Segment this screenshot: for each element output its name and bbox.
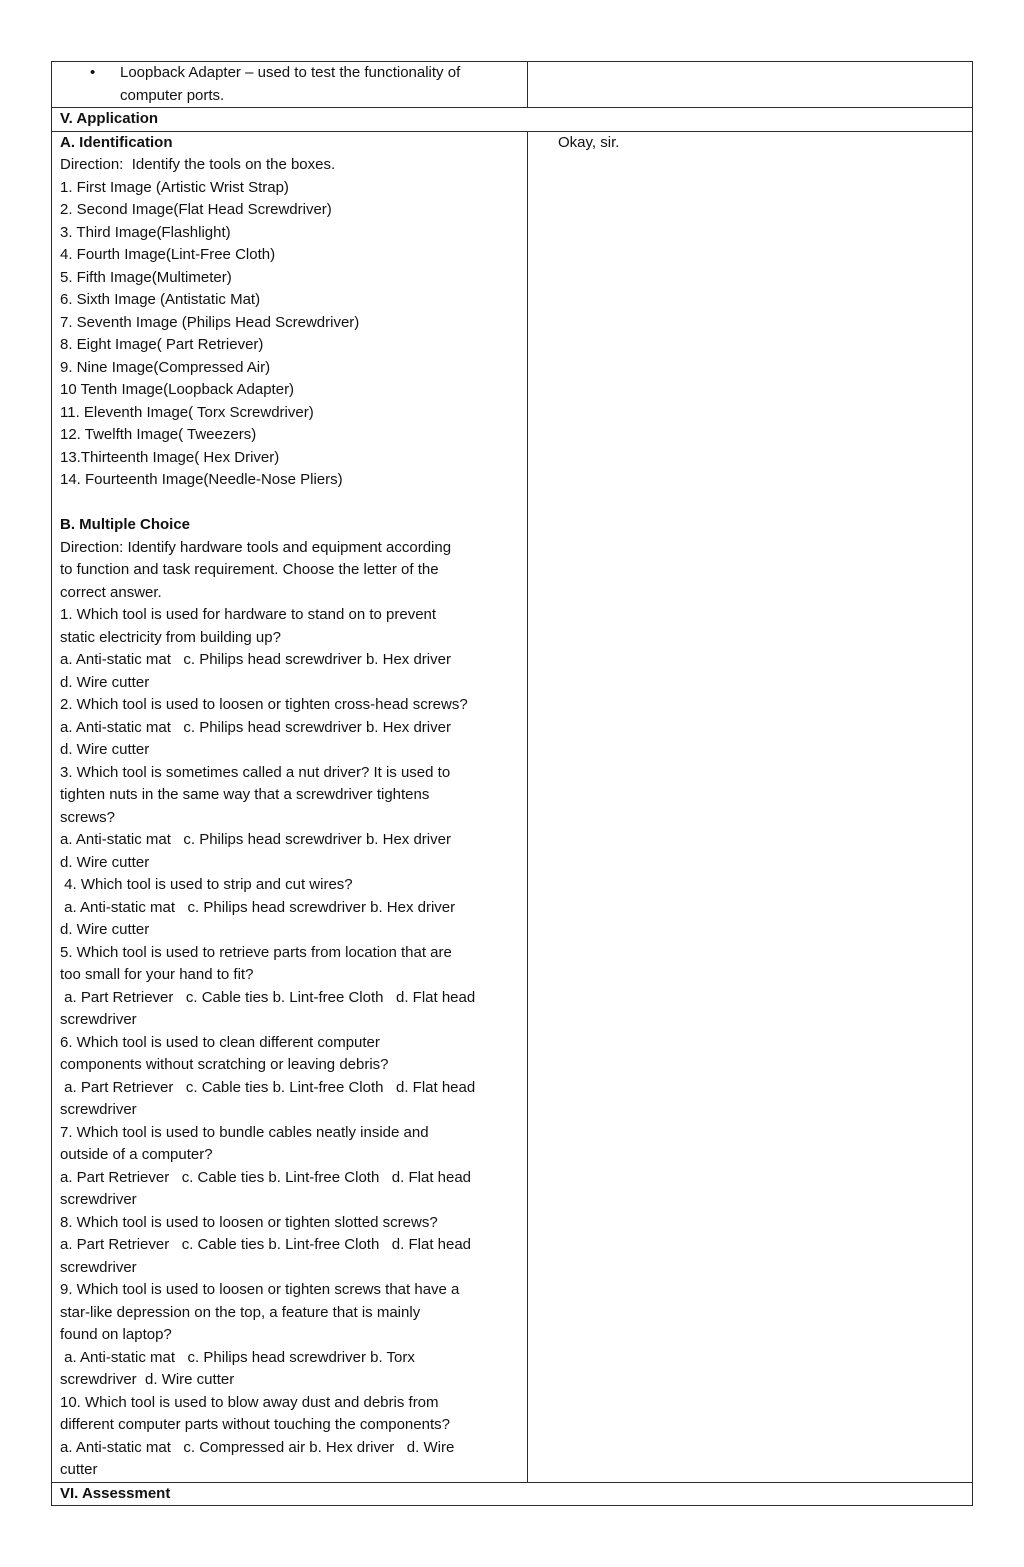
multiple-choice-line: Direction: Identify hardware tools and equipment according xyxy=(60,538,452,556)
spacer xyxy=(60,492,519,515)
application-heading: V. Application xyxy=(52,108,973,132)
multiple-choice-line: 1. Which tool is used for hardware to stand on to prevent xyxy=(60,606,437,623)
multiple-choice-line: to function and task requirement. Choose the letter of the xyxy=(60,561,439,578)
identification-item: 6. Sixth Image (Antistatic Mat) xyxy=(60,291,261,308)
multiple-choice-line: components without scratching or leaving debris? xyxy=(60,1056,389,1073)
student-activity-cell xyxy=(528,62,973,108)
student-response: Okay, sir. xyxy=(558,133,620,151)
multiple-choice-line: a. Part Retriever c. Cable ties b. Lint-free Cloth d. Flat head xyxy=(60,1078,476,1096)
identification-item: 2. Second Image(Flat Head Screwdriver) xyxy=(60,201,332,218)
multiple-choice-list xyxy=(60,537,519,1482)
identification-item: 7. Seventh Image (Philips Head Screwdriver) xyxy=(60,313,360,331)
teacher-activity-cell xyxy=(52,131,528,1482)
multiple-choice-line: 7. Which tool is used to bundle cables neatly inside and xyxy=(60,1123,429,1141)
identification-item: 13.Thirteenth Image( Hex Driver) xyxy=(60,448,280,466)
bullet-line: computer ports. xyxy=(120,86,225,104)
multiple-choice-line: a. Anti-static mat c. Philips head screwdriver b. Torx xyxy=(60,1348,415,1366)
multiple-choice-line: screwdriver d. Wire cutter xyxy=(60,1371,235,1388)
multiple-choice-line: 2. Which tool is used to loosen or tighten cross-head screws? xyxy=(60,696,468,713)
identification-item: 9. Nine Image(Compressed Air) xyxy=(60,358,271,376)
multiple-choice-line: a. Part Retriever c. Cable ties b. Lint-free Cloth d. Flat head xyxy=(60,988,476,1006)
multiple-choice-title: B. Multiple Choice xyxy=(60,516,191,533)
multiple-choice-line: 10. Which tool is used to blow away dust and debris from xyxy=(60,1393,439,1411)
multiple-choice-line: screws? xyxy=(60,808,116,826)
multiple-choice-line: screwdriver xyxy=(60,1101,137,1118)
lesson-plan-table xyxy=(51,61,973,1506)
identification-item: 12. Twelfth Image( Tweezers) xyxy=(60,426,257,443)
loopback-row xyxy=(52,62,973,108)
identification-item: 8. Eight Image( Part Retriever) xyxy=(60,336,264,353)
multiple-choice-line: screwdriver xyxy=(60,1011,137,1028)
identification-item: 5. Fifth Image(Multimeter) xyxy=(60,268,232,286)
identification-direction: Direction: Identify the tools on the boxes. xyxy=(60,156,336,173)
multiple-choice-line: a. Anti-static mat c. Philips head screwdriver b. Hex driver xyxy=(60,898,456,916)
multiple-choice-line: screwdriver xyxy=(60,1191,137,1208)
multiple-choice-line: 6. Which tool is used to clean different computer xyxy=(60,1033,380,1051)
bullet-text xyxy=(120,62,460,107)
multiple-choice-line: 8. Which tool is used to loosen or tighten slotted screws? xyxy=(60,1213,438,1231)
bullet-item xyxy=(60,62,519,107)
multiple-choice-line: d. Wire cutter xyxy=(60,921,150,938)
identification-title: A. Identification xyxy=(60,133,173,151)
multiple-choice-line: outside of a computer? xyxy=(60,1146,213,1163)
multiple-choice-line: a. Anti-static mat c. Compressed air b. Hex driver d. Wire xyxy=(60,1438,455,1456)
multiple-choice-line: screwdriver xyxy=(60,1258,137,1276)
multiple-choice-line: d. Wire cutter xyxy=(60,741,150,758)
lesson-plan-page xyxy=(51,61,972,1506)
bullet-icon: • xyxy=(90,64,96,81)
identification-list xyxy=(60,177,519,492)
application-content-row xyxy=(52,131,973,1482)
identification-item: 10 Tenth Image(Loopback Adapter) xyxy=(60,381,295,398)
multiple-choice-line: a. Part Retriever c. Cable ties b. Lint-free Cloth d. Flat head xyxy=(60,1168,472,1186)
multiple-choice-line: cutter xyxy=(60,1461,98,1478)
identification-item: 4. Fourth Image(Lint-Free Cloth) xyxy=(60,246,276,263)
identification-item: 1. First Image (Artistic Wrist Strap) xyxy=(60,178,289,196)
bullet-line: Loopback Adapter – used to test the functionality of xyxy=(120,64,461,81)
multiple-choice-line: found on laptop? xyxy=(60,1326,172,1343)
multiple-choice-line: too small for your hand to fit? xyxy=(60,966,254,983)
multiple-choice-line: d. Wire cutter xyxy=(60,853,150,871)
assessment-heading-row xyxy=(52,1482,973,1506)
teacher-activity-cell xyxy=(52,62,528,108)
identification-item: 3. Third Image(Flashlight) xyxy=(60,223,231,241)
multiple-choice-line: a. Anti-static mat c. Philips head screwdriver b. Hex driver xyxy=(60,831,451,848)
multiple-choice-line: d. Wire cutter xyxy=(60,673,150,691)
multiple-choice-line: 3. Which tool is sometimes called a nut driver? It is used to xyxy=(60,763,451,781)
multiple-choice-line: different computer parts without touching the components? xyxy=(60,1416,450,1433)
assessment-heading: VI. Assessment xyxy=(52,1482,973,1506)
application-heading-row xyxy=(52,108,973,132)
identification-item: 14. Fourteenth Image(Needle-Nose Pliers) xyxy=(60,471,343,488)
multiple-choice-line: a. Anti-static mat c. Philips head screwdriver b. Hex driver xyxy=(60,651,451,668)
multiple-choice-line: a. Part Retriever c. Cable ties b. Lint-free Cloth d. Flat head xyxy=(60,1236,472,1253)
multiple-choice-line: a. Anti-static mat c. Philips head screwdriver b. Hex driver xyxy=(60,718,451,736)
multiple-choice-line: static electricity from building up? xyxy=(60,628,281,646)
multiple-choice-line: tighten nuts in the same way that a screwdriver tightens xyxy=(60,786,430,803)
multiple-choice-line: correct answer. xyxy=(60,583,162,601)
student-activity-cell xyxy=(528,131,973,1482)
multiple-choice-line: 9. Which tool is used to loosen or tighten screws that have a xyxy=(60,1281,460,1298)
identification-item: 11. Eleventh Image( Torx Screwdriver) xyxy=(60,403,314,421)
multiple-choice-line: 5. Which tool is used to retrieve parts from location that are xyxy=(60,943,452,961)
multiple-choice-line: star-like depression on the top, a feature that is mainly xyxy=(60,1303,421,1321)
multiple-choice-line: 4. Which tool is used to strip and cut wires? xyxy=(60,876,353,893)
